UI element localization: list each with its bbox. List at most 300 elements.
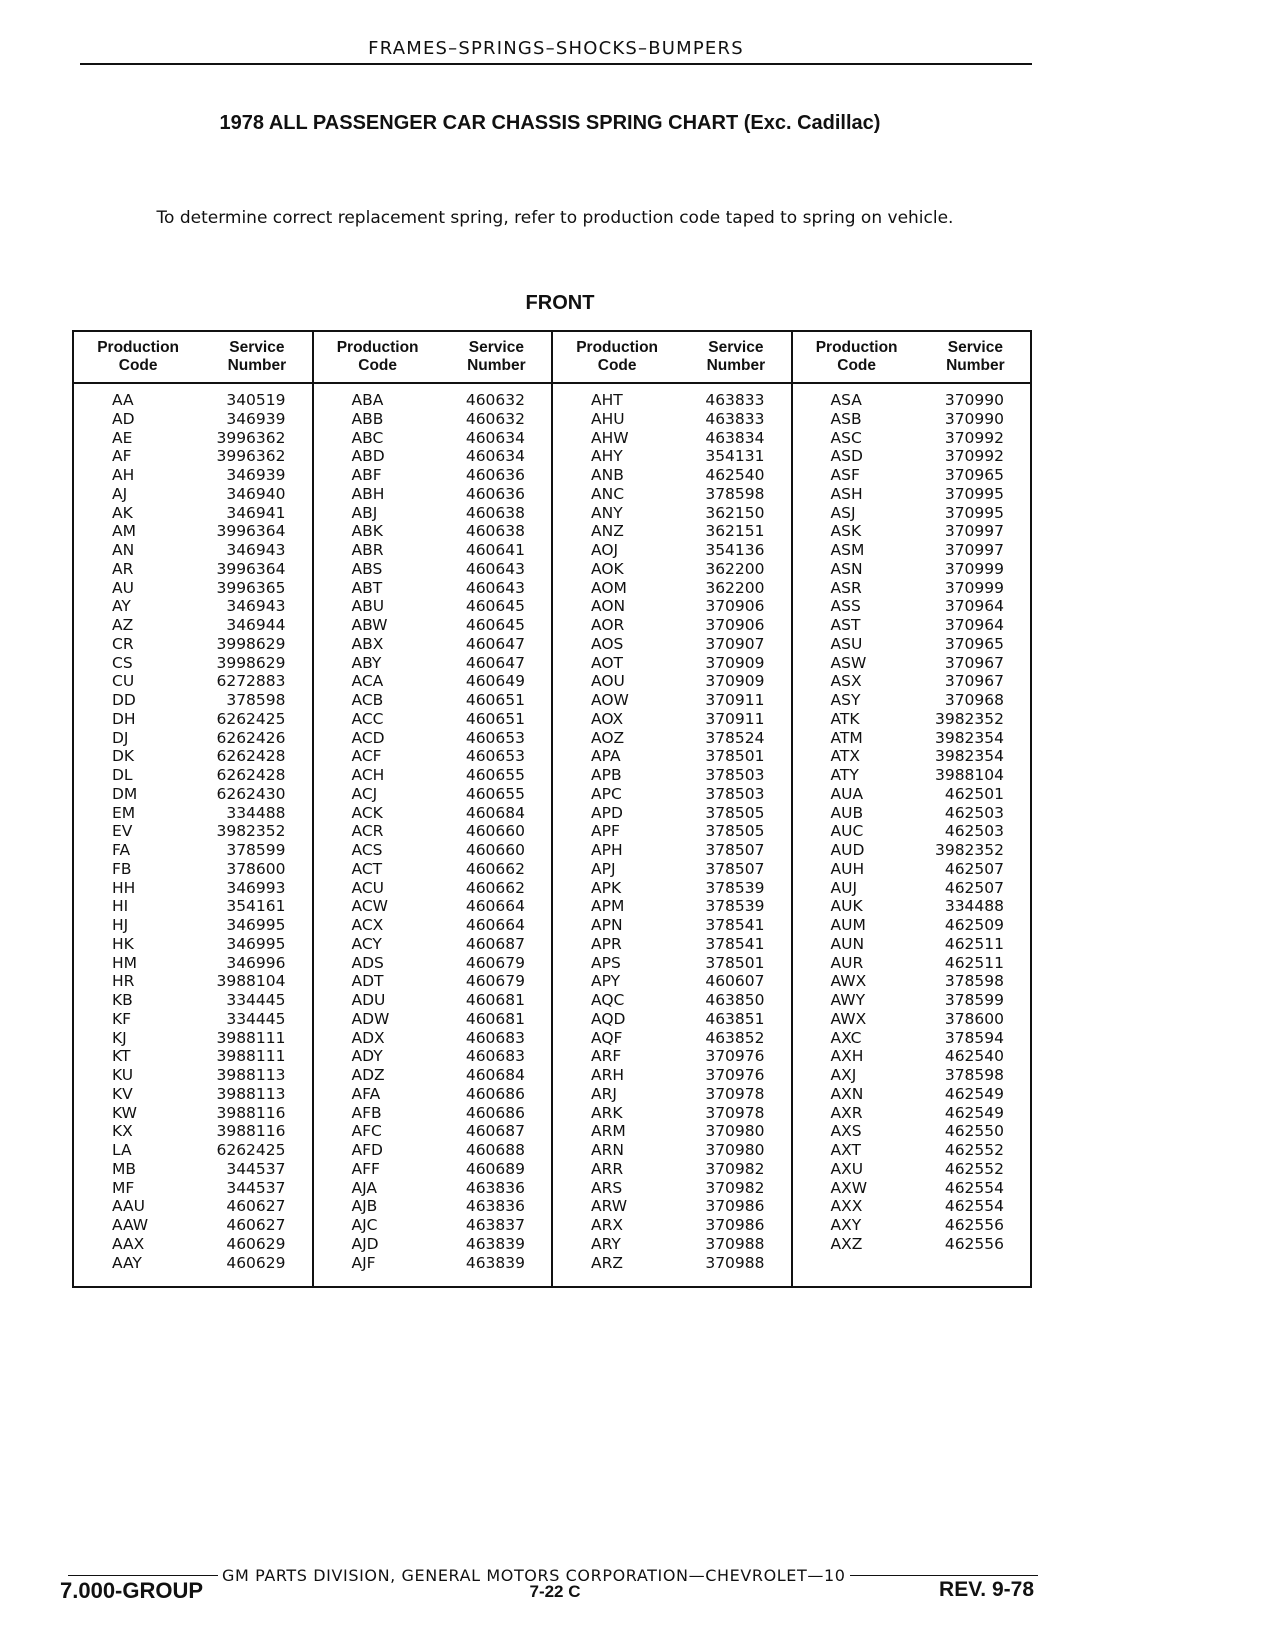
- table-row: [74, 766, 312, 785]
- service-number: 460632: [465, 409, 525, 428]
- service-number: 463839: [465, 1253, 525, 1272]
- service-number: 370965: [944, 634, 1004, 653]
- production-code: FB: [112, 859, 132, 878]
- production-code: AXJ: [830, 1066, 857, 1084]
- production-code: AUN: [830, 934, 865, 953]
- service-number: 378600: [226, 859, 286, 878]
- service-number: 460655: [465, 766, 525, 784]
- table-row: [74, 1160, 312, 1179]
- service-number: 346944: [226, 616, 286, 634]
- table-row: [553, 447, 791, 466]
- table-row: [314, 1235, 552, 1254]
- table-row: [553, 1085, 791, 1104]
- header-label: Production: [97, 339, 180, 356]
- header-label: Production: [576, 339, 659, 356]
- production-code: AXU: [830, 1159, 864, 1178]
- production-code: DD: [112, 691, 136, 709]
- production-code: AUK: [830, 897, 863, 916]
- service-number: 462554: [944, 1197, 1004, 1216]
- service-number: 378507: [705, 841, 765, 859]
- service-number: 378503: [705, 784, 765, 803]
- production-code: ARW: [591, 1197, 628, 1216]
- table-row: [553, 860, 791, 879]
- table-row: [314, 429, 552, 448]
- production-code: AOZ: [591, 728, 625, 747]
- service-number: 378541: [705, 934, 765, 953]
- service-number: 346996: [226, 953, 286, 972]
- service-number: 3998629: [216, 634, 286, 653]
- table-row: [793, 822, 1031, 841]
- production-code: ABC: [351, 428, 384, 447]
- service-number: 460687: [465, 1122, 525, 1141]
- table-row: [74, 691, 312, 710]
- table-row: [74, 410, 312, 429]
- table-row: [74, 522, 312, 541]
- table-row: [74, 1235, 312, 1254]
- table-row: [314, 766, 552, 785]
- production-code: AON: [591, 597, 626, 616]
- table-row: [74, 822, 312, 841]
- production-code: APA: [591, 747, 621, 766]
- service-number: 3982354: [934, 728, 1004, 747]
- table-row: [74, 597, 312, 616]
- table-row: [74, 485, 312, 504]
- service-number: 3988104: [216, 972, 286, 991]
- production-code: ARH: [591, 1066, 625, 1084]
- service-number: 370982: [705, 1178, 765, 1197]
- service-number: 354131: [705, 447, 765, 466]
- row-list: [314, 384, 552, 1272]
- production-code: AFD: [351, 1141, 383, 1159]
- production-code: FA: [112, 841, 131, 859]
- table-row: [553, 560, 791, 579]
- table-row: [314, 860, 552, 879]
- table-row: [793, 1141, 1031, 1160]
- table-row: [74, 1197, 312, 1216]
- header-label: Service: [947, 339, 1003, 356]
- production-code: LA: [112, 1141, 132, 1159]
- production-code: AHU: [591, 409, 625, 428]
- production-code-header: [793, 339, 921, 375]
- table-row: [793, 616, 1031, 635]
- production-code: ASH: [830, 484, 863, 503]
- table-row: [553, 972, 791, 991]
- production-code: ACH: [351, 766, 385, 784]
- service-number: 460681: [465, 1009, 525, 1028]
- production-code-header: [314, 339, 442, 375]
- service-number: 370982: [705, 1159, 765, 1178]
- table-row: [74, 579, 312, 598]
- production-code-header: [553, 339, 681, 375]
- production-code: AUC: [830, 822, 864, 841]
- table-row: [793, 447, 1031, 466]
- production-code: AJB: [351, 1197, 378, 1216]
- service-number: 378501: [705, 953, 765, 972]
- production-code: CR: [112, 634, 134, 653]
- service-number: 460634: [465, 447, 525, 466]
- table-row: [793, 429, 1031, 448]
- production-code: DK: [112, 747, 135, 766]
- production-code: CS: [112, 653, 133, 672]
- service-number: 370999: [944, 559, 1004, 578]
- table-row: [553, 1122, 791, 1141]
- service-number: 460643: [465, 578, 525, 597]
- service-number: 6262428: [216, 766, 286, 784]
- footer-group: 7.000-GROUP: [60, 1578, 204, 1603]
- service-number: 378598: [705, 484, 765, 503]
- service-number: 462552: [944, 1141, 1004, 1159]
- production-code: ASD: [830, 447, 863, 466]
- production-code: DJ: [112, 728, 129, 747]
- production-code: AUD: [830, 841, 865, 859]
- service-number: 378505: [705, 822, 765, 841]
- table-row: [553, 466, 791, 485]
- production-code: APH: [591, 841, 623, 859]
- table-row: [553, 1179, 791, 1198]
- table-row: [74, 935, 312, 954]
- service-number: 370990: [944, 409, 1004, 428]
- service-number: 3996364: [216, 522, 286, 541]
- table-row: [314, 1179, 552, 1198]
- table-row: [74, 879, 312, 898]
- service-number: 362200: [705, 578, 765, 597]
- table-row: [793, 1010, 1031, 1029]
- production-code: AFC: [351, 1122, 382, 1141]
- table-row: [793, 597, 1031, 616]
- production-code: ABT: [351, 578, 383, 597]
- service-number: 460629: [226, 1234, 286, 1253]
- header-label: Service: [229, 339, 285, 356]
- row-list: [793, 384, 1031, 1254]
- table-row: [793, 1085, 1031, 1104]
- service-number: 3996364: [216, 559, 286, 578]
- production-code: DL: [112, 766, 133, 784]
- service-number: 460679: [465, 953, 525, 972]
- table-row: [74, 710, 312, 729]
- production-code: ACD: [351, 728, 385, 747]
- production-code: AQD: [591, 1009, 626, 1028]
- production-code: AE: [112, 428, 133, 447]
- table-row: [793, 841, 1031, 860]
- service-number: 334488: [226, 803, 286, 822]
- service-number: 3998629: [216, 653, 286, 672]
- table-row: [793, 804, 1031, 823]
- table-row: [553, 1141, 791, 1160]
- table-row: [314, 541, 552, 560]
- table-row: [74, 1141, 312, 1160]
- table-row: [314, 1085, 552, 1104]
- production-code: ASM: [830, 541, 865, 559]
- table-row: [553, 1104, 791, 1123]
- service-number: 354161: [226, 897, 286, 916]
- service-number: 462549: [944, 1103, 1004, 1122]
- production-code: ASJ: [830, 503, 856, 522]
- production-code: ACY: [351, 934, 382, 953]
- table-row: [553, 729, 791, 748]
- production-code: AOU: [591, 672, 625, 691]
- table-row: [553, 1029, 791, 1048]
- table-row: [74, 954, 312, 973]
- table-row: [793, 785, 1031, 804]
- table-row: [314, 560, 552, 579]
- table-row: [553, 766, 791, 785]
- production-code: ABJ: [351, 503, 378, 522]
- table-row: [553, 785, 791, 804]
- production-code: HJ: [112, 916, 129, 934]
- production-code: HM: [112, 953, 138, 972]
- service-number: 378598: [944, 972, 1004, 991]
- service-number: 3988116: [216, 1103, 286, 1122]
- production-code: ASB: [830, 409, 862, 428]
- table-row: [314, 691, 552, 710]
- service-number: 370995: [944, 484, 1004, 503]
- service-number: 6272883: [216, 672, 286, 691]
- production-code: ANY: [591, 503, 623, 522]
- table-row: [553, 429, 791, 448]
- service-number: 460627: [226, 1216, 286, 1234]
- production-code: AAW: [112, 1216, 149, 1234]
- service-number: 346939: [226, 466, 286, 484]
- column-group: [793, 332, 1031, 1286]
- header-label: Number: [946, 357, 1005, 374]
- service-number: 346939: [226, 409, 286, 428]
- table-row: [74, 1029, 312, 1048]
- production-code: ARX: [591, 1216, 623, 1234]
- service-number: 463837: [465, 1216, 525, 1234]
- production-code: ACC: [351, 709, 384, 728]
- table-row: [314, 972, 552, 991]
- table-row: [793, 1216, 1031, 1235]
- table-row: [793, 560, 1031, 579]
- table-row: [314, 504, 552, 523]
- service-number: 340519: [226, 391, 286, 409]
- service-number: 460684: [465, 803, 525, 822]
- production-code: AJF: [351, 1253, 376, 1272]
- service-number: 370997: [944, 522, 1004, 541]
- table-row: [314, 1010, 552, 1029]
- production-code: ASN: [830, 559, 863, 578]
- service-number: 460632: [465, 391, 525, 409]
- service-number: 370976: [705, 1066, 765, 1084]
- table-row: [793, 1029, 1031, 1048]
- service-number: 362200: [705, 559, 765, 578]
- production-code: AOX: [591, 709, 624, 728]
- column-header: [793, 332, 1031, 384]
- production-code: AHY: [591, 447, 623, 466]
- service-number: 462509: [944, 916, 1004, 934]
- production-code: APC: [591, 784, 622, 803]
- service-number: 370988: [705, 1253, 765, 1272]
- service-number: 460687: [465, 934, 525, 953]
- service-number: 462552: [944, 1159, 1004, 1178]
- production-code: ACF: [351, 747, 382, 766]
- production-code: AXH: [830, 1047, 864, 1066]
- service-number: 460629: [226, 1253, 286, 1272]
- service-number: 334445: [226, 991, 286, 1009]
- service-number: 462556: [944, 1216, 1004, 1234]
- production-code: ACK: [351, 803, 383, 822]
- table-row: [553, 691, 791, 710]
- service-number: 3996362: [216, 447, 286, 466]
- service-number: 462556: [944, 1234, 1004, 1253]
- table-row: [314, 879, 552, 898]
- service-number: 462511: [944, 953, 1004, 972]
- service-number-header: [202, 339, 311, 375]
- production-code: KU: [112, 1066, 134, 1084]
- column-header: [553, 332, 791, 384]
- table-row: [314, 654, 552, 673]
- service-number: 3988116: [216, 1122, 286, 1141]
- header-label: Code: [118, 357, 158, 374]
- production-code: ABU: [351, 597, 385, 616]
- production-code: AOM: [591, 578, 627, 597]
- production-code: EV: [112, 822, 133, 841]
- production-code: ABR: [351, 541, 384, 559]
- production-code: AA: [112, 391, 134, 409]
- service-number: 3988111: [216, 1047, 286, 1066]
- table-row: [793, 916, 1031, 935]
- table-row: [314, 804, 552, 823]
- production-code: ARR: [591, 1159, 624, 1178]
- service-number: 370992: [944, 447, 1004, 466]
- production-code: ASY: [830, 691, 861, 709]
- footer-revision: REV. 9-78: [939, 1578, 1034, 1601]
- table-row: [793, 897, 1031, 916]
- production-code: ADT: [351, 972, 384, 991]
- production-code: ARK: [591, 1103, 623, 1122]
- production-code: ABW: [351, 616, 388, 634]
- production-code: AXW: [830, 1178, 868, 1197]
- production-code: AM: [112, 522, 136, 541]
- service-number: 370978: [705, 1103, 765, 1122]
- service-number: 460643: [465, 559, 525, 578]
- service-number: 460655: [465, 784, 525, 803]
- production-code: AQC: [591, 991, 625, 1009]
- service-number: 346995: [226, 934, 286, 953]
- production-code: AR: [112, 559, 134, 578]
- production-code: ABK: [351, 522, 383, 541]
- table-row: [74, 654, 312, 673]
- service-number: 6262430: [216, 784, 286, 803]
- production-code: ABY: [351, 653, 382, 672]
- production-code: ABB: [351, 409, 384, 428]
- production-code: ACR: [351, 822, 384, 841]
- production-code: ARF: [591, 1047, 622, 1066]
- table-row: [314, 935, 552, 954]
- production-code: AJA: [351, 1178, 378, 1197]
- production-code: ASA: [830, 391, 862, 409]
- production-code: APS: [591, 953, 621, 972]
- production-code: AUJ: [830, 878, 858, 897]
- production-code: AUR: [830, 953, 864, 972]
- service-number: 370986: [705, 1197, 765, 1216]
- page-header: FRAMES–SPRINGS–SHOCKS–BUMPERS: [80, 38, 1032, 65]
- table-row: [553, 672, 791, 691]
- service-number: 460651: [465, 691, 525, 709]
- service-number: 346943: [226, 541, 286, 559]
- production-code: AJ: [112, 484, 128, 503]
- table-row: [793, 935, 1031, 954]
- header-label: Service: [708, 339, 764, 356]
- table-row: [314, 1029, 552, 1048]
- service-number: 3982354: [934, 747, 1004, 766]
- table-row: [74, 504, 312, 523]
- service-number: 378505: [705, 803, 765, 822]
- production-code-header: [74, 339, 202, 375]
- production-code: ABA: [351, 391, 384, 409]
- service-number: 370978: [705, 1084, 765, 1103]
- table-row: [74, 1010, 312, 1029]
- service-number: 370906: [705, 597, 765, 616]
- table-row: [314, 1197, 552, 1216]
- footer-rule-right: [850, 1575, 1038, 1576]
- production-code: AF: [112, 447, 132, 466]
- service-number: 378594: [944, 1028, 1004, 1047]
- production-code: AXX: [830, 1197, 863, 1216]
- production-code: MF: [112, 1178, 135, 1197]
- table-row: [74, 747, 312, 766]
- production-code: AHT: [591, 391, 623, 409]
- table-row: [553, 1066, 791, 1085]
- table-row: [793, 729, 1031, 748]
- production-code: AXR: [830, 1103, 863, 1122]
- service-number: 462549: [944, 1084, 1004, 1103]
- table-row: [793, 860, 1031, 879]
- table-row: [553, 597, 791, 616]
- table-row: [793, 654, 1031, 673]
- service-number: 3982352: [934, 841, 1004, 859]
- table-row: [793, 635, 1031, 654]
- table-row: [74, 1254, 312, 1273]
- table-row: [553, 1235, 791, 1254]
- table-row: [793, 710, 1031, 729]
- service-number: 334488: [944, 897, 1004, 916]
- table-row: [74, 391, 312, 410]
- service-number: 370992: [944, 428, 1004, 447]
- service-number: 463852: [705, 1028, 765, 1047]
- production-code: APM: [591, 897, 625, 916]
- row-list: [74, 384, 312, 1272]
- service-number: 460664: [465, 897, 525, 916]
- service-number: 3982352: [216, 822, 286, 841]
- service-number: 3988113: [216, 1066, 286, 1084]
- production-code: AWX: [830, 1009, 867, 1028]
- section-heading: FRONT: [525, 292, 595, 314]
- service-number: 460607: [705, 972, 765, 991]
- header-label: Production: [815, 339, 898, 356]
- production-code: APJ: [591, 859, 616, 878]
- production-code: AOW: [591, 691, 629, 709]
- production-code: ASF: [830, 466, 860, 484]
- service-number: 370909: [705, 672, 765, 691]
- service-number: 362151: [705, 522, 765, 541]
- production-code: AFF: [351, 1159, 380, 1178]
- table-row: [553, 991, 791, 1010]
- production-code: ANB: [591, 466, 624, 484]
- production-code: ACU: [351, 878, 384, 897]
- table-row: [553, 1197, 791, 1216]
- production-code: AOJ: [591, 541, 619, 559]
- table-row: [314, 841, 552, 860]
- table-row: [314, 897, 552, 916]
- column-header: [314, 332, 552, 384]
- service-number: 344537: [226, 1159, 286, 1178]
- production-code: AXY: [830, 1216, 862, 1234]
- production-code: APR: [591, 934, 622, 953]
- service-number: 460662: [465, 859, 525, 878]
- production-code: MB: [112, 1159, 137, 1178]
- production-code: APB: [591, 766, 622, 784]
